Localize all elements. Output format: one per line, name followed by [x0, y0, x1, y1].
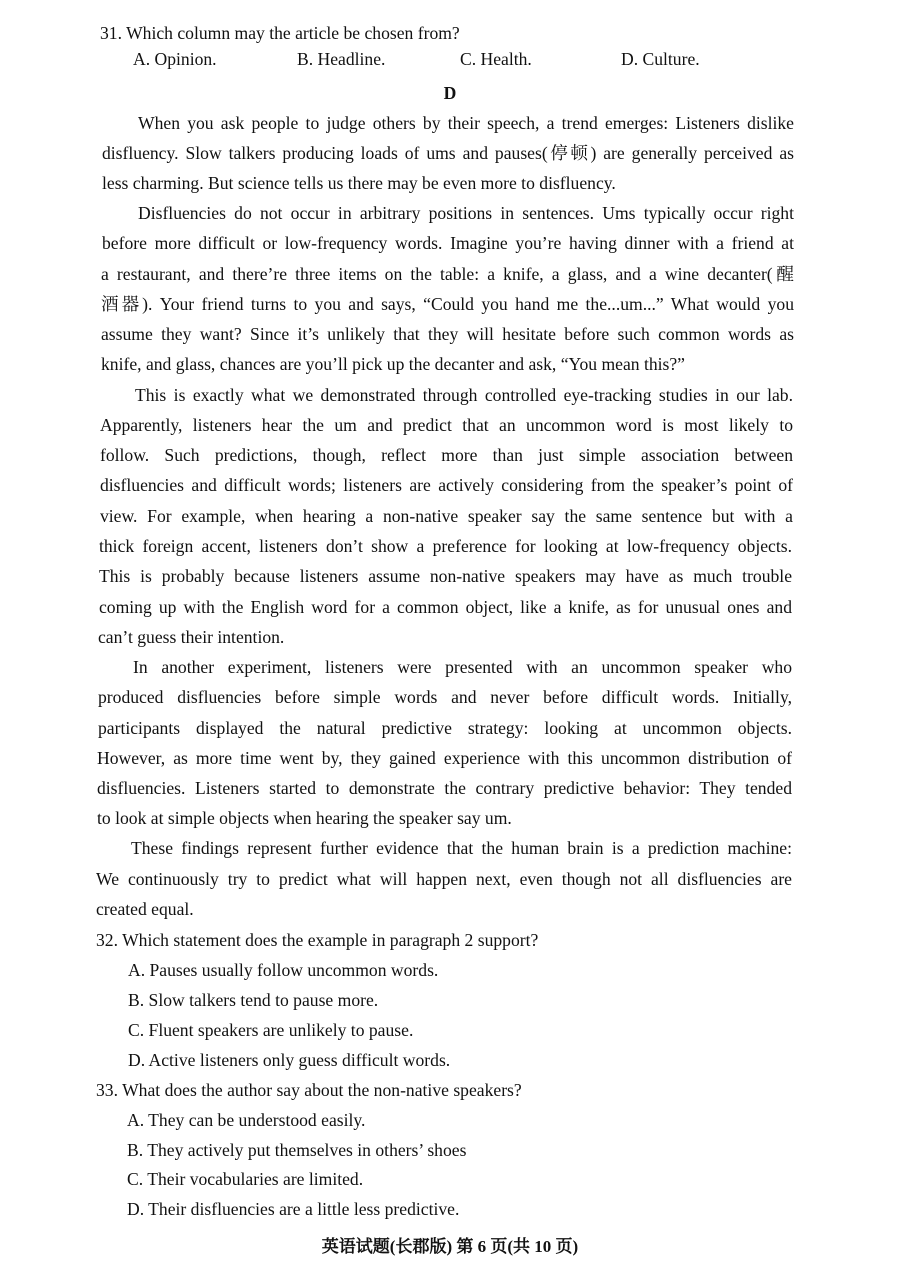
q32-option-d[interactable]: D. Active listeners only guess difficult words.	[128, 1050, 451, 1070]
passage-line: coming up with the English word for a common object, like a knife, as for unusual ones and	[99, 597, 792, 617]
q31-option-c[interactable]: C. Health.	[460, 49, 532, 69]
passage-line: disfluency. Slow talkers producing loads of ums and pauses(停顿) are generally perceived as	[102, 143, 794, 163]
passage-line: 酒器). Your friend turns to you and says, “Could you hand me the...um...” What would you	[101, 294, 794, 314]
q31-option-b[interactable]: B. Headline.	[297, 49, 386, 69]
q33-stem: 33. What does the author say about the non-native speakers?	[96, 1080, 522, 1100]
q32-option-c[interactable]: C. Fluent speakers are unlikely to pause.	[128, 1020, 414, 1040]
q32-option-a[interactable]: A. Pauses usually follow uncommon words.	[128, 960, 439, 980]
q31-stem: 31. Which column may the article be chosen from?	[100, 23, 460, 43]
section-heading: D	[443, 83, 457, 103]
passage-line: view. For example, when hearing a non-native speaker say the same sentence but with a	[100, 506, 793, 526]
passage-line: This is exactly what we demonstrated through controlled eye-tracking studies in our lab.	[135, 385, 793, 405]
passage-line: However, as more time went by, they gained experience with this uncommon distribution of	[97, 748, 792, 768]
passage-line: disfluencies. Listeners started to demonstrate the contrary predictive behavior: They tended	[97, 778, 792, 798]
passage-line: less charming. But science tells us there may be even more to disfluency.	[102, 173, 616, 193]
q31-options	[0, 49, 900, 75]
q33-option-a[interactable]: A. They can be understood easily.	[127, 1110, 366, 1130]
passage-line: participants displayed the natural predictive strategy: looking at uncommon objects.	[98, 718, 792, 738]
passage-line: can’t guess their intention.	[98, 627, 285, 647]
passage-line: This is probably because listeners assume non-native speakers may have as much trouble	[99, 566, 792, 586]
page-footer: 英语试题(长郡版) 第 6 页(共 10 页)	[321, 1237, 579, 1256]
passage-line: produced disfluencies before simple words and never before difficult words. Initially,	[98, 687, 792, 707]
passage-line: a restaurant, and there’re three items on the table: a knife, a glass, and a wine decanter(醒	[101, 264, 794, 284]
passage-line: When you ask people to judge others by their speech, a trend emerges: Listeners dislike	[138, 113, 794, 133]
passage-line: We continuously try to predict what will happen next, even though not all disfluencies are	[96, 869, 792, 889]
passage-line: disfluencies and difficult words; listeners are actively considering from the speaker’s point of	[100, 475, 793, 495]
q33-option-c[interactable]: C. Their vocabularies are limited.	[127, 1169, 364, 1189]
passage-line: assume they want? Since it’s unlikely that they will hesitate before such common words as	[101, 324, 794, 344]
passage-line: to look at simple objects when hearing the speaker say um.	[97, 808, 512, 828]
passage-line: follow. Such predictions, though, reflect more than just simple association between	[100, 445, 793, 465]
passage-line: Apparently, listeners hear the um and predict that an uncommon word is most likely to	[100, 415, 793, 435]
q32-stem: 32. Which statement does the example in paragraph 2 support?	[96, 930, 539, 950]
q31-option-a[interactable]: A. Opinion.	[133, 49, 217, 69]
passage-line: created equal.	[96, 899, 194, 919]
q32-option-b[interactable]: B. Slow talkers tend to pause more.	[128, 990, 379, 1010]
passage-line: knife, and glass, chances are you’ll pick up the decanter and ask, “You mean this?”	[101, 354, 685, 374]
passage-line: Disfluencies do not occur in arbitrary positions in sentences. Ums typically occur right	[138, 203, 794, 223]
passage-line: thick foreign accent, listeners don’t show a preference for looking at low-frequency objects.	[99, 536, 792, 556]
q33-option-d[interactable]: D. Their disfluencies are a little less predictive.	[127, 1199, 460, 1219]
passage-line: In another experiment, listeners were presented with an uncommon speaker who	[133, 657, 792, 677]
passage-line: before more difficult or low-frequency words. Imagine you’re having dinner with a friend at	[102, 233, 794, 253]
passage-line: These findings represent further evidence that the human brain is a prediction machine:	[131, 838, 792, 858]
q31-option-d[interactable]: D. Culture.	[621, 49, 700, 69]
q33-option-b[interactable]: B. They actively put themselves in others’ shoes	[127, 1140, 467, 1160]
